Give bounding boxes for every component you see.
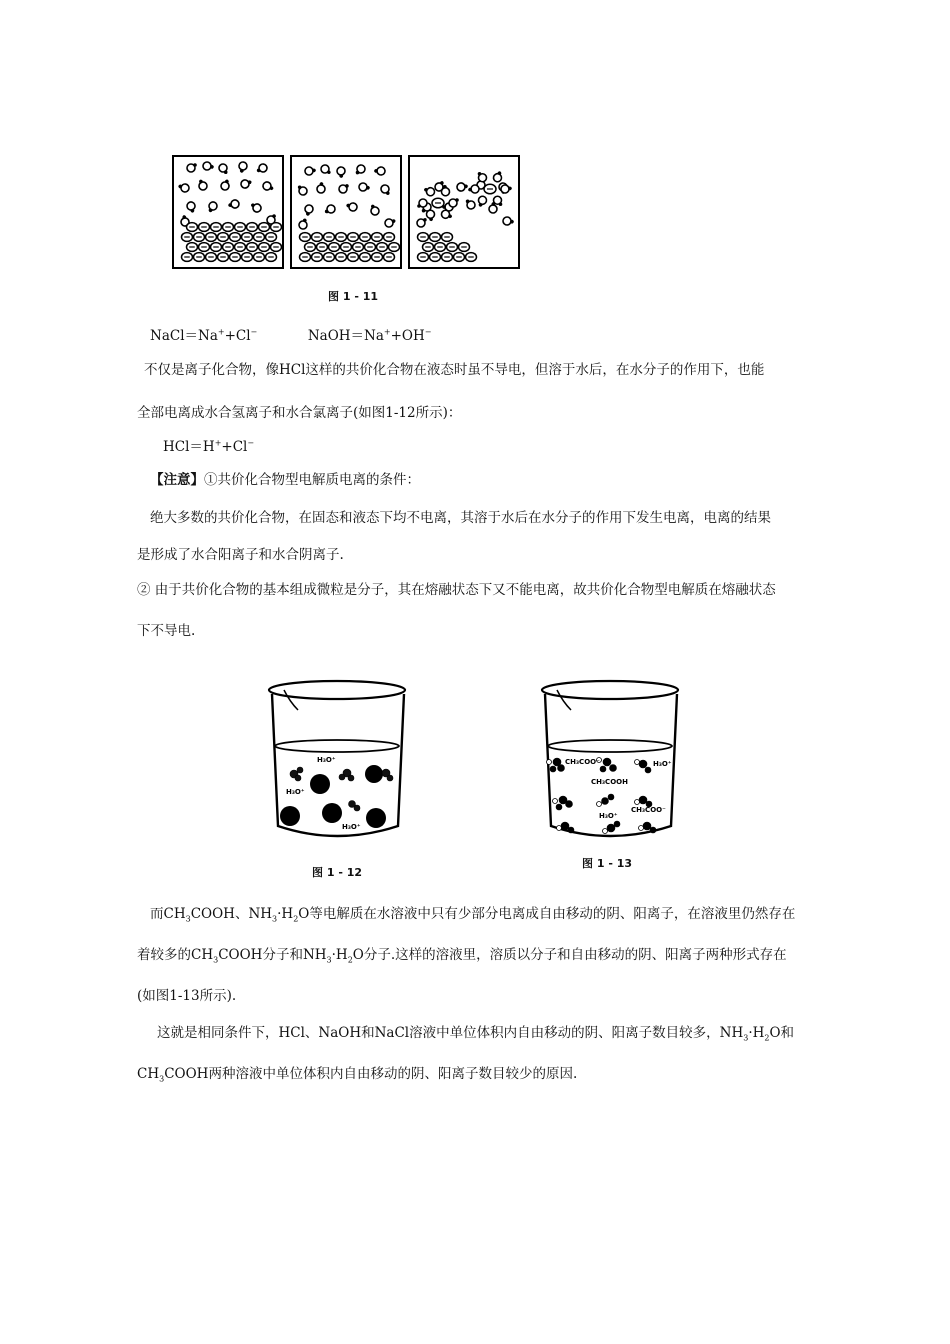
h3o-label: H₃O⁺ xyxy=(342,823,361,831)
hcl-equation: HCl＝H++Cl− xyxy=(163,438,255,455)
water-molecule xyxy=(373,164,386,177)
figure-1-13-caption: 图 1 - 13 xyxy=(582,857,633,870)
water-molecule xyxy=(257,163,268,173)
water-molecule xyxy=(357,181,370,194)
ionization-equations-nacl-naoh xyxy=(150,326,431,346)
water-molecule xyxy=(187,163,197,172)
water-molecule xyxy=(478,172,487,182)
water-molecule xyxy=(219,179,232,192)
water-molecule xyxy=(384,217,396,228)
figure-1-12 xyxy=(262,676,412,846)
water-molecule xyxy=(178,181,191,194)
water-molecule xyxy=(346,200,359,213)
note-line1: 绝大多数的共价化合物，在固态和液态下均不电离，其溶于水后在水分子的作用下发生电离，电离的结果 xyxy=(150,510,771,526)
water-molecule xyxy=(197,179,208,190)
h3o-label: H₃O⁺ xyxy=(317,756,336,764)
water-molecule xyxy=(456,181,469,193)
water-molecule xyxy=(185,201,197,213)
water-molecule xyxy=(320,164,331,176)
water-molecule xyxy=(370,204,381,215)
para3-line2: $CH_3COOH$两种溶液中单位体积内自由移动的阴、阳离子数目较少的原因. xyxy=(137,1066,578,1084)
para2-line2: 着较多的$CH_3COOH$分子和$NH_3\cdot H_2O$分子.这样的溶液里，溶质以分子和自由移动的阴、阳离子两种形式存在 xyxy=(137,947,787,965)
water-molecule xyxy=(206,201,218,213)
figure-1-13 xyxy=(535,676,685,846)
water-molecule xyxy=(449,198,459,207)
ch3coo-label: CH₃COO⁻ xyxy=(631,806,666,814)
water-molecule xyxy=(334,165,347,178)
note-line2: 是形成了水合阳离子和水合阴离子. xyxy=(137,547,344,563)
water-molecule xyxy=(339,184,349,193)
naoh-equation: NaOH＝Na++OH− xyxy=(307,327,432,344)
water-molecule xyxy=(325,204,336,214)
water-molecule xyxy=(262,180,274,193)
water-molecule xyxy=(492,171,505,184)
water-molecule xyxy=(298,185,308,196)
water-molecule xyxy=(302,203,315,216)
water-molecule xyxy=(423,185,436,198)
ch3coo-label: CH₃COO⁻ xyxy=(565,758,600,766)
note-label: 【注意】 xyxy=(150,472,204,488)
water-molecule xyxy=(355,164,366,174)
water-molecule xyxy=(475,195,488,208)
h3o-label: H₃O⁺ xyxy=(653,760,672,768)
h3o-label: H₃O⁺ xyxy=(286,788,305,796)
water-molecule xyxy=(315,181,328,194)
water-molecule xyxy=(501,215,514,228)
water-molecule xyxy=(417,199,427,208)
water-molecule xyxy=(304,165,317,178)
water-molecule xyxy=(466,199,476,210)
note-item1: ①共价化合物型电解质电离的条件： xyxy=(204,472,420,488)
water-molecule xyxy=(228,198,241,210)
figure-1-11-caption: 图 1 - 11 xyxy=(328,290,379,303)
water-molecule xyxy=(381,185,390,195)
beaker-hcl-drawing xyxy=(262,676,412,846)
figure-1-11 xyxy=(170,153,525,271)
water-molecule xyxy=(251,201,263,213)
para1-line2: 全部电离成水合氢离子和水合氯离子(如图1-12所示)： xyxy=(137,405,462,421)
water-molecule xyxy=(297,218,310,231)
water-molecule xyxy=(201,160,214,173)
note-heading xyxy=(150,470,420,490)
para2-line1: 而$CH_3COOH$、$NH_3\cdot H_2O$等电解质在水溶液中只有少部分电离成自由移动的阴、阳离子，在溶液里仍然存在 xyxy=(150,906,796,924)
para3-line1: 这就是相同条件下，HCl、NaOH和NaCl溶液中单位体积内自由移动的阴、阳离子数目较多，$NH_3\cdot H_2O$和 xyxy=(157,1025,795,1043)
beaker-acetic-acid-drawing xyxy=(535,676,685,846)
water-molecule xyxy=(240,178,252,189)
figure-1-11-drawing xyxy=(170,153,525,271)
water-molecule xyxy=(219,164,228,174)
water-molecule xyxy=(236,160,249,173)
ch3cooh-label: CH₃COOH xyxy=(591,778,628,786)
para2-line3: (如图1-13所示). xyxy=(137,988,237,1004)
note-item2-line1: ② 由于共价化合物的基本组成微粒是分子，其在熔融状态下又不能电离，故共价化合物型电解质在熔融状态 xyxy=(137,582,776,598)
water-molecule xyxy=(417,218,427,227)
figure-1-12-caption: 图 1 - 12 xyxy=(312,866,363,879)
para1-line1: 不仅是离子化合物，像HCl这样的共价化合物在液态时虽不导电，但溶于水后，在水分子的作用下，也能 xyxy=(144,362,765,378)
note-item2-line2: 下不导电. xyxy=(137,623,196,639)
nacl-equation: NaCl＝Na++Cl− xyxy=(150,327,258,344)
h3o-label: H₃O⁺ xyxy=(599,812,618,820)
